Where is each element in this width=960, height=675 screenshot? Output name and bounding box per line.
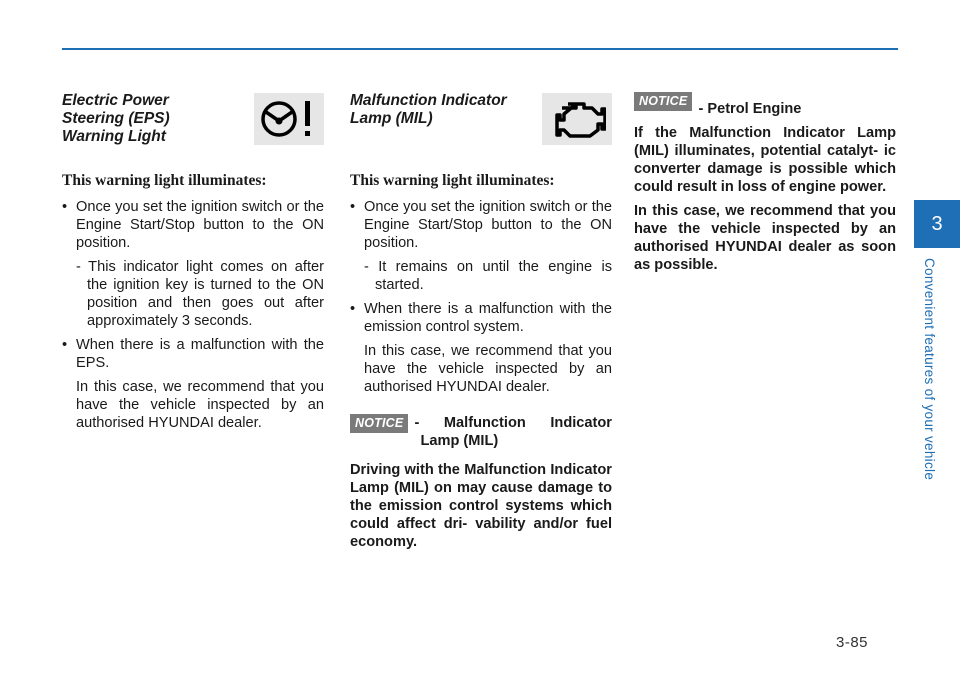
mil-bullet-1: • Once you set the ignition switch or the Engine Start/Stop button to the ON position. bbox=[350, 198, 612, 252]
mil-notice-title-2: Lamp (MIL) bbox=[420, 433, 499, 449]
steering-warning-icon bbox=[254, 93, 324, 145]
eps-bullet-1: • Once you set the ignition switch or the Engine Start/Stop button to the ON position. bbox=[62, 198, 324, 252]
header-rule bbox=[62, 48, 898, 50]
petrol-notice bbox=[634, 92, 896, 118]
eps-section bbox=[62, 90, 324, 438]
mil-section bbox=[350, 90, 612, 551]
mil-notice-title-1: - Malfunction Indicator bbox=[414, 415, 612, 431]
mil-bullet-2: • When there is a malfunction with the emission control system. bbox=[350, 300, 612, 336]
mil-notice bbox=[350, 414, 612, 455]
notice-badge: NOTICE bbox=[350, 414, 408, 433]
notice-badge: NOTICE bbox=[634, 92, 692, 111]
eps-bullet-2: • When there is a malfunction with the EPS. bbox=[62, 336, 324, 372]
petrol-body-2: In this case, we recommend that you have the vehicle inspected by an authorised HYUNDAI dealer as soon as possible. bbox=[634, 203, 896, 273]
chapter-title: Convenient features of your vehicle bbox=[922, 258, 937, 481]
petrol-body-1: If the Malfunction Indicator Lamp (MIL) illuminates, potential catalyt- ic converter damage is possible which could result in loss of engine power. bbox=[634, 125, 896, 195]
mil-para-2: In this case, we recommend that you have the vehicle inspected by an authorised HYUNDAI dealer. bbox=[364, 343, 612, 395]
eps-subheading: This warning light illuminates: bbox=[62, 172, 267, 189]
chapter-number: 3 bbox=[931, 212, 943, 235]
mil-title: Malfunction Indicator Lamp (MIL) bbox=[350, 92, 507, 127]
mil-sub-1: - It remains on until the engine is started. bbox=[364, 259, 612, 293]
page-number: 3-85 bbox=[836, 634, 869, 651]
chapter-tab[interactable] bbox=[914, 200, 960, 248]
eps-sub-1: - This indicator light comes on after the ignition key is turned to the ON position and then goes out after approximately 3 seconds. bbox=[76, 259, 324, 329]
petrol-section bbox=[634, 92, 896, 274]
petrol-notice-title: - Petrol Engine bbox=[698, 101, 802, 117]
mil-header bbox=[350, 90, 612, 172]
eps-title: Electric Power Steering (EPS) Warning Light bbox=[62, 92, 170, 145]
mil-notice-body: Driving with the Malfunction Indicator Lamp (MIL) on may cause damage to the emission control systems which could affect dri- vability and/or fuel economy. bbox=[350, 462, 612, 550]
eps-header bbox=[62, 90, 324, 172]
eps-para-2: In this case, we recommend that you have the vehicle inspected by an authorised HYUNDAI dealer. bbox=[76, 379, 324, 431]
mil-subheading: This warning light illuminates: bbox=[350, 172, 555, 189]
engine-check-icon bbox=[542, 93, 612, 145]
